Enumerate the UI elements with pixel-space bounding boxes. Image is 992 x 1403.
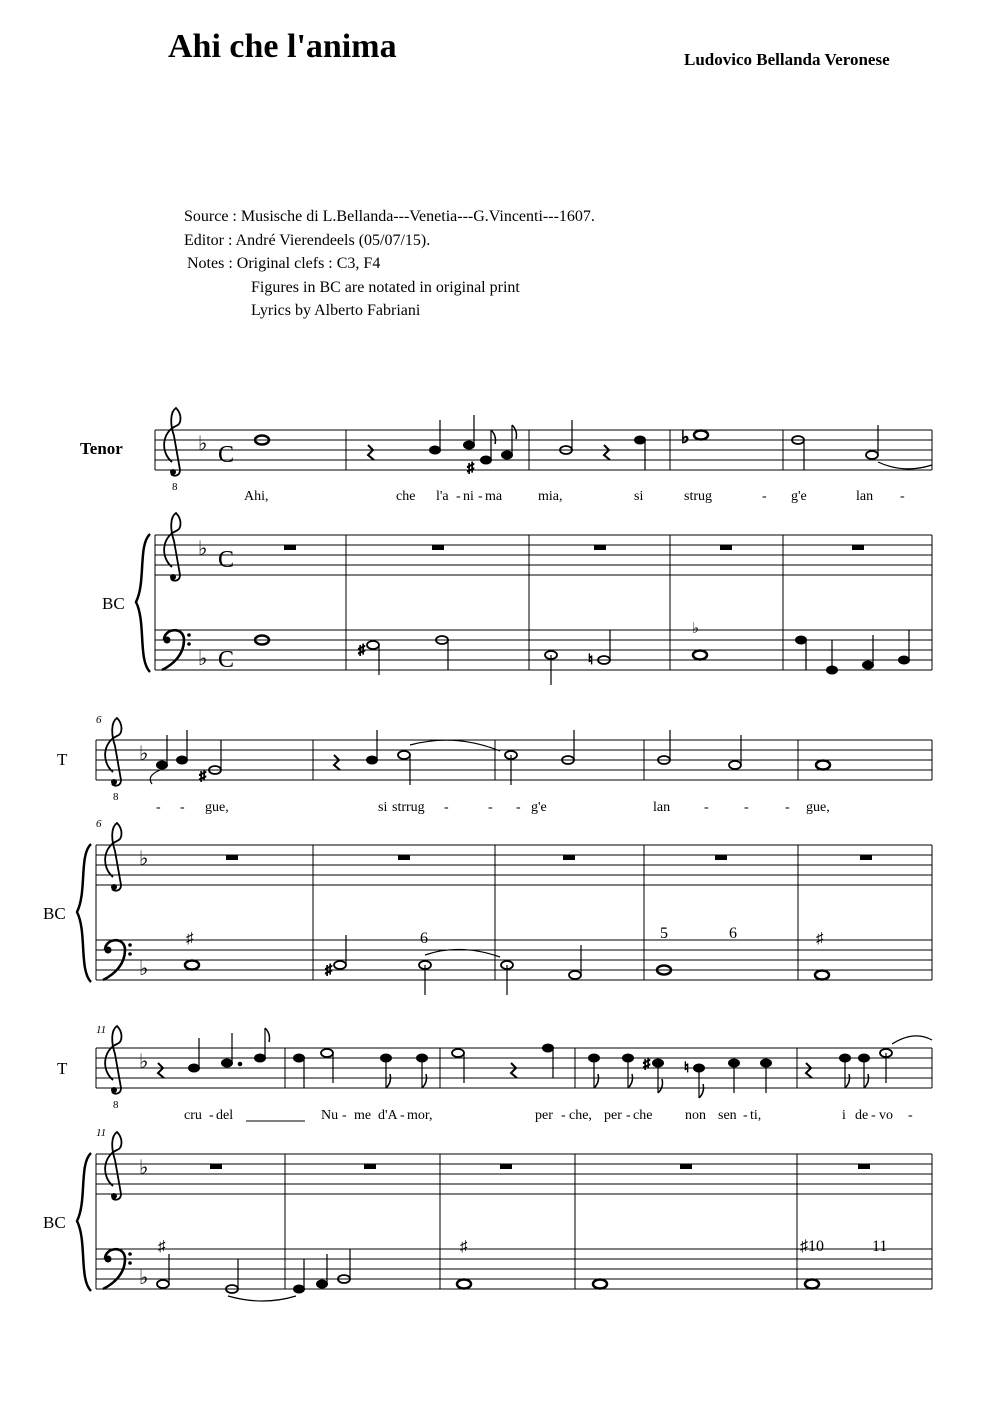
- treble-clef-icon: [105, 718, 121, 786]
- page-title: Ahi che l'anima: [168, 28, 397, 65]
- flat-key-icon: ♭: [139, 848, 149, 870]
- bc-figure: ♯10: [800, 1238, 824, 1255]
- system-2: [43, 714, 932, 995]
- lyric: ni: [463, 489, 474, 504]
- brace-icon: [77, 844, 91, 982]
- svg-text:♮: ♮: [684, 1061, 690, 1076]
- lyric: cru: [184, 1108, 202, 1123]
- bc-staves: [155, 535, 932, 670]
- treble-clef-icon: [105, 1026, 121, 1094]
- part-label-bc: BC: [102, 594, 125, 613]
- bc-figure: 6: [729, 925, 737, 942]
- bc-staves: [96, 1154, 932, 1289]
- bass-notes-m6-10: [185, 935, 829, 995]
- bc-figure: ♯: [158, 1239, 166, 1255]
- lyric: per: [535, 1108, 553, 1123]
- tenor-lyrics-1: [244, 489, 905, 504]
- treble-clef-icon: [164, 408, 180, 476]
- lyric: gue,: [205, 800, 229, 815]
- flat-key-icon: ♭: [198, 538, 208, 560]
- lyric: lan: [856, 489, 874, 504]
- lyric: per: [604, 1108, 622, 1123]
- lyric: strrug: [392, 800, 425, 815]
- part-label-tenor: T: [57, 750, 68, 769]
- lyric: si: [378, 800, 388, 815]
- bc-figure: 5: [660, 925, 668, 942]
- tenor-lyrics-2: [156, 800, 830, 815]
- lyrics-note: Lyrics by Alberto Fabriani: [251, 302, 421, 320]
- brace-icon: [77, 1153, 91, 1291]
- source-line: Source : Musische di L.Bellanda---Venetia---G.Vincenti---1607.: [184, 208, 595, 225]
- common-time-icon: C: [218, 442, 235, 468]
- tenor-notes-m1-5: [255, 415, 932, 476]
- lyric: -: [156, 800, 161, 815]
- lyric: -: [908, 1108, 913, 1123]
- bass-notes-m1-5: [255, 630, 910, 685]
- lyric: mia,: [538, 489, 563, 504]
- bc-figure: ♯: [186, 931, 194, 947]
- lyric: me: [354, 1108, 372, 1123]
- lyric: -: [626, 1108, 631, 1123]
- lyric: -: [180, 800, 185, 815]
- lyric: -: [871, 1108, 876, 1123]
- bass-notes-m11-15: [157, 1249, 819, 1301]
- bc-figure: ♭: [692, 621, 700, 637]
- measure-number: 6: [96, 818, 102, 830]
- part-label-tenor: T: [57, 1059, 68, 1078]
- svg-text:♯: ♯: [467, 461, 474, 476]
- lyric: -: [342, 1108, 347, 1123]
- flat-key-icon: ♭: [139, 743, 149, 765]
- bc-figure: ♯: [816, 931, 824, 947]
- svg-text:♭: ♭: [681, 427, 690, 447]
- common-time-icon: C: [218, 647, 235, 673]
- lyric: g'e: [791, 489, 807, 504]
- lyric: -: [400, 1108, 405, 1123]
- flat-key-icon: ♭: [198, 648, 208, 670]
- lyric: ma: [485, 489, 503, 504]
- lyric: -: [762, 489, 767, 504]
- bc-staves: [96, 845, 932, 980]
- octave-mark: 8: [172, 481, 178, 493]
- lyric: che,: [569, 1108, 592, 1123]
- lyric: -: [209, 1108, 214, 1123]
- flat-key-icon: ♭: [139, 1267, 149, 1289]
- lyric: -: [456, 489, 461, 504]
- lyric: gue,: [806, 800, 830, 815]
- lyric: Ahi,: [244, 489, 269, 504]
- lyric: Nu: [321, 1108, 339, 1123]
- lyric: -: [785, 800, 790, 815]
- octave-mark: 8: [113, 791, 119, 803]
- lyric: -: [900, 489, 905, 504]
- figures-note: Figures in BC are notated in original print: [251, 278, 520, 296]
- octave-mark: 8: [113, 1099, 119, 1111]
- svg-text:♯: ♯: [643, 1057, 650, 1072]
- editor-line: Editor : André Vierendeels (05/07/15).: [184, 231, 431, 249]
- lyric: mor,: [407, 1108, 433, 1123]
- lyric: strug: [684, 489, 712, 504]
- common-time-icon: C: [218, 547, 235, 573]
- lyric: ti,: [750, 1108, 762, 1123]
- lyric: -: [704, 800, 709, 815]
- measure-number: 11: [96, 1127, 107, 1139]
- lyric: -: [561, 1108, 566, 1123]
- bc-figures-3: [158, 1238, 887, 1255]
- lyric: che: [633, 1108, 653, 1123]
- lyric: -: [444, 800, 449, 815]
- lyric: g'e: [531, 800, 547, 815]
- svg-text:♯: ♯: [325, 963, 332, 978]
- composer-name: Ludovico Bellanda Veronese: [684, 50, 890, 69]
- treble-clef-icon: [105, 823, 121, 891]
- lyric: del: [216, 1108, 234, 1123]
- lyric: non: [685, 1108, 706, 1123]
- system-3: [43, 1024, 932, 1301]
- treble-clef-icon: [105, 1132, 121, 1200]
- svg-text:♯: ♯: [358, 643, 365, 658]
- lyric: d'A: [378, 1108, 398, 1123]
- svg-text:♯: ♯: [199, 769, 206, 784]
- bc-figure: 11: [872, 1238, 888, 1255]
- flat-key-icon: ♭: [139, 1157, 149, 1179]
- lyric: sen: [718, 1108, 737, 1123]
- system-1: [80, 408, 932, 685]
- bc-figure: ♯: [460, 1239, 468, 1255]
- svg-text:♮: ♮: [588, 653, 594, 668]
- part-label-bc: BC: [43, 904, 66, 923]
- whole-rests: [226, 855, 872, 860]
- notes-line: Notes : Original clefs : C3, F4: [187, 255, 381, 273]
- lyric: si: [634, 489, 644, 504]
- lyric: -: [744, 800, 749, 815]
- tenor-staff: [155, 430, 932, 470]
- lyric: -: [743, 1108, 748, 1123]
- tenor-notes-m6-10: [150, 730, 830, 785]
- lyric: i: [842, 1108, 846, 1123]
- lyric: de: [855, 1108, 869, 1123]
- lyric: -: [488, 800, 493, 815]
- tenor-staff: [96, 1048, 932, 1088]
- lyric: lan: [653, 800, 671, 815]
- brace-icon: [136, 534, 150, 672]
- flat-key-icon: ♭: [139, 958, 149, 980]
- part-label-bc: BC: [43, 1213, 66, 1232]
- lyric: l'a: [436, 489, 449, 504]
- whole-rests: [284, 545, 864, 550]
- flat-key-icon: ♭: [198, 433, 208, 455]
- bc-figure: 6: [420, 930, 428, 947]
- lyric: -: [516, 800, 521, 815]
- whole-rests: [210, 1164, 870, 1169]
- part-label-tenor: Tenor: [80, 439, 123, 458]
- lyric: che: [396, 489, 416, 504]
- bc-figures-2: [186, 925, 824, 947]
- flat-key-icon: ♭: [139, 1051, 149, 1073]
- measure-number: 6: [96, 714, 102, 726]
- lyric: -: [478, 489, 483, 504]
- measure-number: 11: [96, 1024, 107, 1036]
- treble-clef-icon: [164, 513, 180, 581]
- lyric: vo: [879, 1108, 893, 1123]
